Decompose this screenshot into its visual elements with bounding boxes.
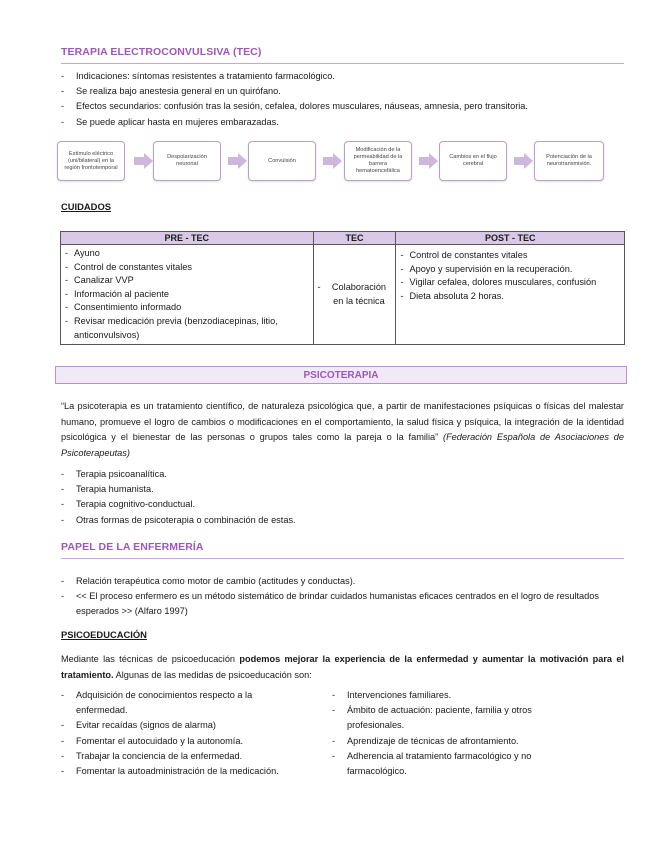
table-header-tec: TEC (313, 232, 396, 245)
list-item: - Revisar medicación previa (benzodiacepinas, litio, anticonvulsivos) (65, 315, 309, 342)
post-tec-cell (396, 245, 625, 345)
enfermeria-title-rule (61, 558, 624, 559)
list-item: - Terapia humanista. (61, 482, 621, 497)
list-item: - Trabajar la conciencia de la enfermedad. (61, 749, 301, 764)
list-item: - Control de constantes vitales (65, 261, 309, 275)
intro-text-end: Algunas de las medidas de psicoeducación son: (113, 669, 312, 680)
list-item: - Se puede aplicar hasta en mujeres embarazadas. (61, 115, 631, 130)
table-header-post: POST - TEC (396, 232, 625, 245)
flow-step-blood-flow: Cambios en el flujo cerebral (439, 141, 507, 181)
list-item: - Indicaciones: síntomas resistentes a tratamiento farmacológico. (61, 69, 631, 84)
tec-title-rule (61, 63, 624, 64)
list-item: - Se realiza bajo anestesia general en un quirófano. (61, 84, 631, 99)
care-table (60, 231, 625, 345)
flow-step-permeability: Modificación de la permeabilidad de la barrera hematoencefálica (344, 141, 412, 181)
psicoterapia-banner: PSICOTERAPIA (55, 366, 627, 384)
psicoeducacion-title: PSICOEDUCACIÓN (61, 629, 147, 640)
enfermeria-title: PAPEL DE LA ENFERMERÍA (61, 541, 204, 553)
list-item: - Intervenciones familiares. (332, 688, 572, 703)
psicoeducacion-left-list (61, 688, 301, 779)
list-item: - Información al paciente (65, 288, 309, 302)
tec-cell (313, 245, 396, 345)
intro-bold-text: podemos mejorar la experiencia de la enfermedad y aumentar la motivación para el tratamiento. (61, 654, 625, 680)
list-item: - Ámbito de actuación: paciente, familia y otros profesionales. (332, 703, 572, 733)
psicoterapia-definition (61, 399, 624, 461)
flow-step-stimulus: Estímulo eléctrico (uni/bilateral) en la región frontotemporal (57, 141, 125, 181)
list-item: - Relación terapéutica como motor de cambio (actitudes y conductas). (61, 574, 624, 589)
pre-tec-cell (61, 245, 314, 345)
list-item: - Fomentar el autocuidado y la autonomía. (61, 734, 301, 749)
list-item: - Canalizar VVP (65, 274, 309, 288)
list-item: - Fomentar la autoadministración de la medicación. (61, 764, 301, 779)
psicoeducacion-intro (61, 652, 624, 683)
list-item: - Aprendizaje de técnicas de afrontamiento. (332, 734, 572, 749)
flow-step-depolarization: Despolarización neuronal (153, 141, 221, 181)
psicoterapia-bullets (61, 467, 621, 528)
flow-step-convulsion: Convulsión (248, 141, 316, 181)
tec-process-flow (57, 141, 627, 183)
enfermeria-bullets (61, 574, 624, 620)
list-item: - Evitar recaídas (signos de alarma) (61, 718, 301, 733)
list-item: - << El proceso enfermero es un método sistemático de brindar cuidados humanistas eficaces centrados en el logro de resultados esperados >> (Alfaro 1997) (61, 589, 624, 619)
list-item: - Colaboración en la técnica (318, 281, 392, 308)
tec-title: TERAPIA ELECTROCONVULSIVA (TEC) (61, 46, 262, 58)
list-item: - Terapia cognitivo-conductual. (61, 497, 621, 512)
psicoterapia-source: (Federación Española de Asociaciones de Psicoterapeutas) (61, 432, 624, 458)
list-item: - Otras formas de psicoterapia o combinación de estas. (61, 513, 621, 528)
list-item: - Consentimiento informado (65, 301, 309, 315)
list-item: - Ayuno (65, 247, 309, 261)
list-item: - Control de constantes vitales (400, 249, 620, 263)
psicoeducacion-right-list (332, 688, 572, 779)
flow-step-neurotransmission: Potenciación de la neurotransmisión. (534, 141, 604, 181)
list-item: - Efectos secundarios: confusión tras la sesión, cefalea, dolores musculares, náuseas, amnesia, pero transitoria. (61, 99, 631, 114)
table-header-pre: PRE - TEC (61, 232, 314, 245)
list-item: - Terapia psicoanalítica. (61, 467, 621, 482)
list-item: - Adquisición de conocimientos respecto a la enfermedad. (61, 688, 301, 718)
psicoterapia-quote: “La psicoterapia es un tratamiento científico, de naturaleza psicológica que, a partir de manifestaciones psíquicas o físicas del malestar humano, promueve el logro de cambios o modificaciones en el comportamiento, la salud física y psíquica, la integración de la identidad psicológica y el bienestar de las personas o grupos tales como la pareja o la familia” (61, 401, 624, 442)
tec-bullets (61, 69, 631, 130)
list-item: - Dieta absoluta 2 horas. (400, 290, 620, 304)
cuidados-title: CUIDADOS (61, 201, 112, 212)
intro-text: Mediante las técnicas de psicoeducación (61, 654, 240, 664)
list-item: - Vigilar cefalea, dolores musculares, confusión (400, 276, 620, 290)
list-item: - Apoyo y supervisión en la recuperación. (400, 263, 620, 277)
list-item: - Adherencia al tratamiento farmacológico y no farmacológico. (332, 749, 572, 779)
